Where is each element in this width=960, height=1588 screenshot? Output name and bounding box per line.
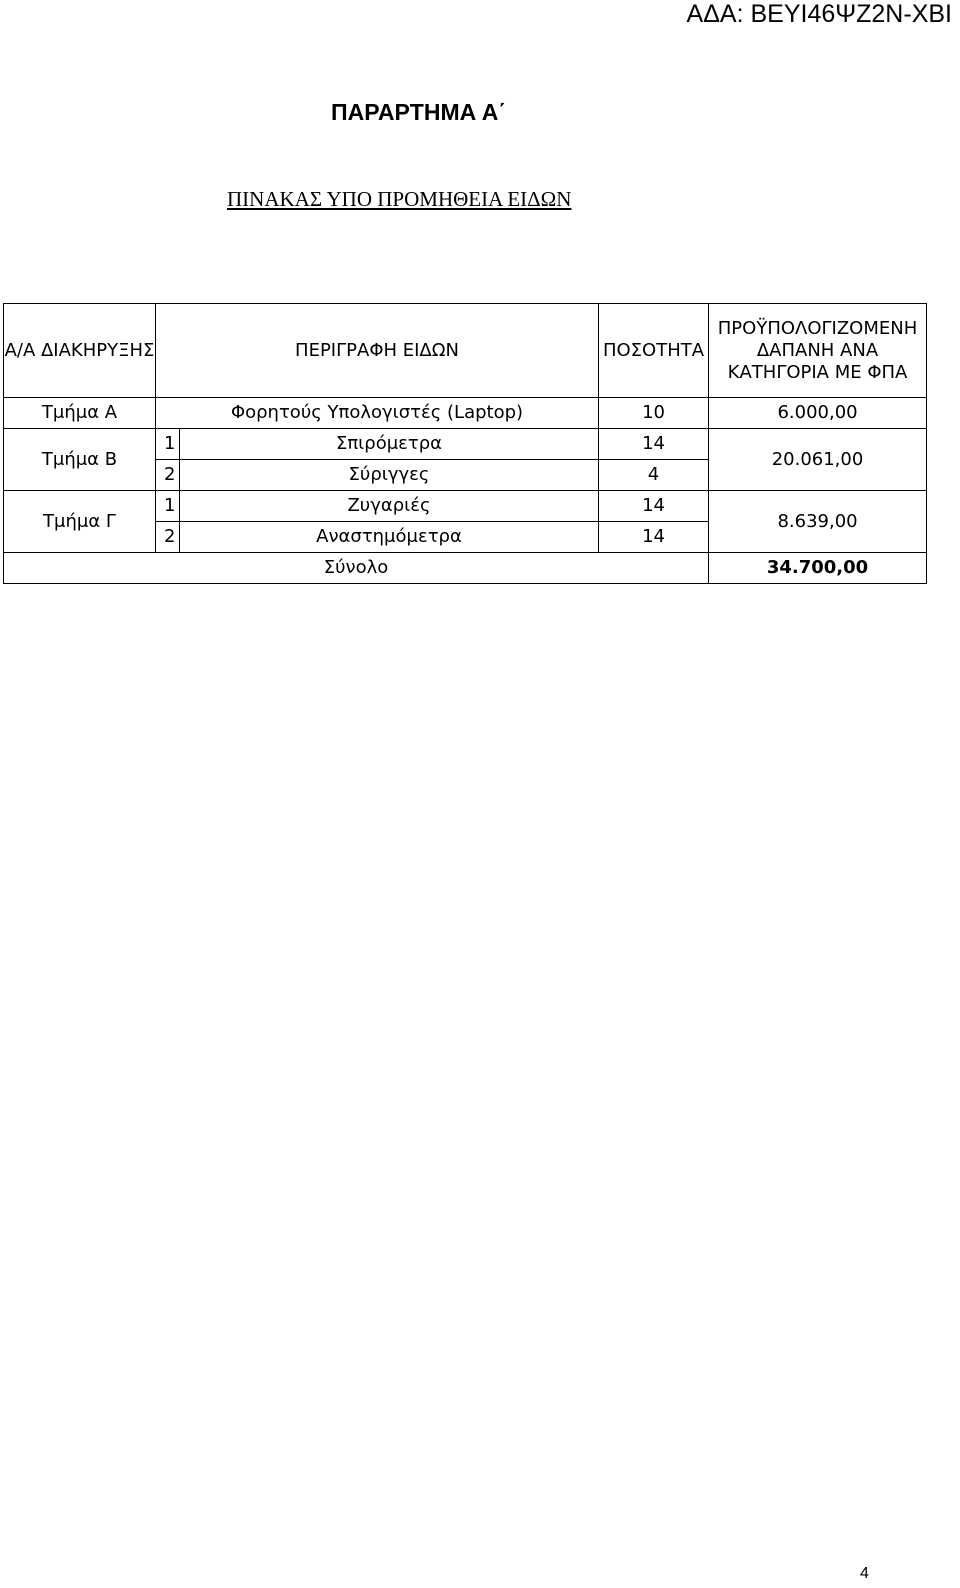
- annex-title: ΠΑΡΑΡΤΗΜΑ Α΄: [331, 99, 507, 125]
- column-header-description: ΠΕΡΙΓΡΑΦΗ ΕΙΔΩΝ: [156, 304, 599, 398]
- item-number: 1: [156, 429, 180, 460]
- item-quantity: 10: [599, 398, 709, 429]
- lot-budget: 6.000,00: [709, 398, 927, 429]
- column-header-budget: ΠΡΟΫΠΟΛΟΓΙΖΟΜΕΝΗ ΔΑΠΑΝΗ ΑΝΑ ΚΑΤΗΓΟΡΙΑ ΜΕ ΦΠΑ: [709, 304, 927, 398]
- table-title: ΠΙΝΑΚΑΣ ΥΠΟ ΠΡΟΜΗΘΕΙΑ ΕΙΔΩΝ: [227, 187, 572, 211]
- item-quantity: 14: [599, 429, 709, 460]
- table-row: [4, 491, 927, 522]
- item-description: Ζυγαριές: [180, 491, 599, 522]
- lot-budget: 8.639,00: [709, 491, 927, 553]
- lot-name: Τμήμα Β: [4, 429, 156, 491]
- table-row: [4, 429, 927, 460]
- item-description: Σύριγγες: [180, 460, 599, 491]
- table-header-row: [4, 304, 927, 398]
- item-quantity: 4: [599, 460, 709, 491]
- item-number: 2: [156, 522, 180, 553]
- lot-name: Τμήμα Γ: [4, 491, 156, 553]
- item-description: Φορητούς Υπολογιστές (Laptop): [156, 398, 599, 429]
- item-description: Αναστημόμετρα: [180, 522, 599, 553]
- page-number: 4: [860, 1565, 869, 1582]
- column-header-aa: Α/Α ΔΙΑΚΗΡΥΞΗΣ: [4, 304, 156, 398]
- item-description: Σπιρόμετρα: [180, 429, 599, 460]
- table-row: [4, 398, 927, 429]
- ada-code: ΑΔΑ: ΒΕΥΙ46ΨΖ2Ν-ΧΒΙ: [686, 0, 952, 28]
- item-number: 2: [156, 460, 180, 491]
- item-number: 1: [156, 491, 180, 522]
- lot-budget: 20.061,00: [709, 429, 927, 491]
- item-quantity: 14: [599, 522, 709, 553]
- items-table: [3, 303, 927, 584]
- total-value: 34.700,00: [709, 553, 927, 584]
- total-row: [4, 553, 927, 584]
- item-quantity: 14: [599, 491, 709, 522]
- lot-name: Τμήμα Α: [4, 398, 156, 429]
- total-label: Σύνολο: [4, 553, 709, 584]
- column-header-quantity: ΠΟΣΟΤΗΤΑ: [599, 304, 709, 398]
